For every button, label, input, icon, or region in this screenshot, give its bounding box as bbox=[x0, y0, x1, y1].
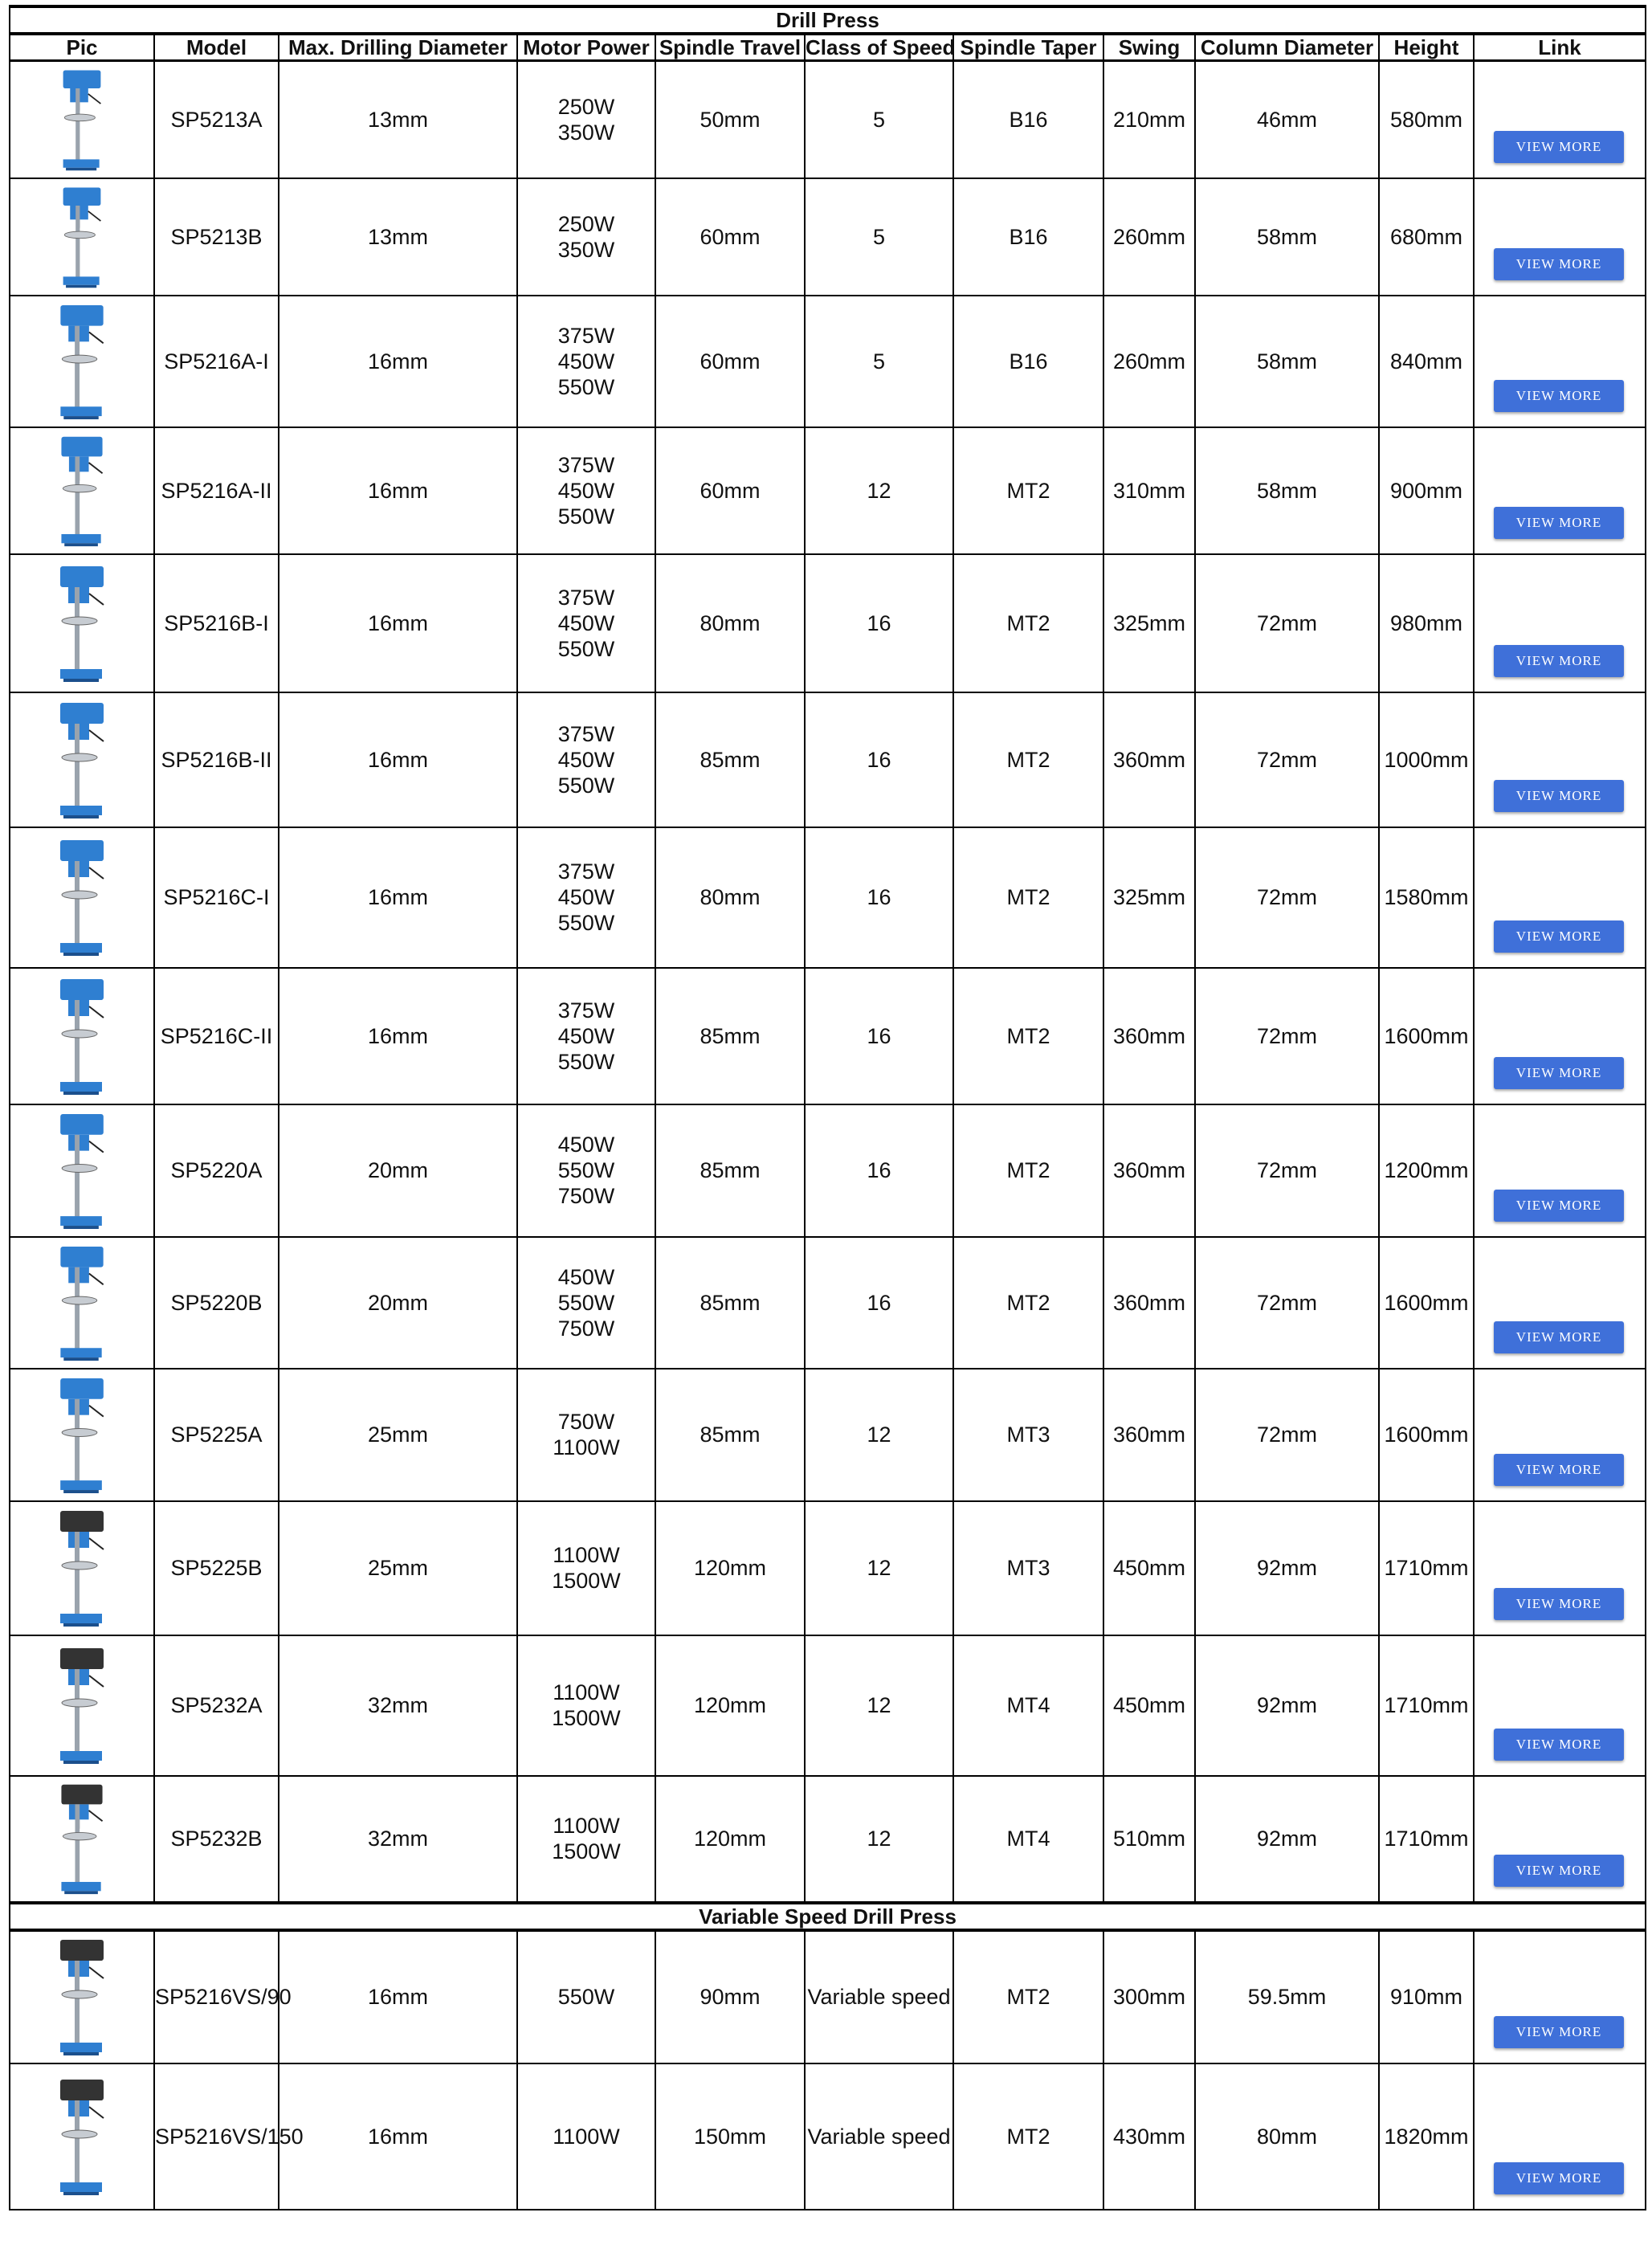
spindle-taper-cell: MT4 bbox=[953, 1776, 1103, 1903]
table-row bbox=[10, 1930, 1646, 2063]
view-more-button[interactable]: VIEW MORE bbox=[1494, 2162, 1624, 2194]
column-diameter-cell: 72mm bbox=[1195, 1237, 1379, 1369]
motor-power-cell bbox=[517, 1501, 655, 1635]
table-row bbox=[10, 1501, 1646, 1635]
drill-press-icon bbox=[46, 700, 118, 820]
height-cell: 1580mm bbox=[1379, 827, 1474, 968]
diameter-cell: 20mm bbox=[279, 1237, 517, 1369]
spindle-taper-cell: MT2 bbox=[953, 554, 1103, 692]
height-cell: 980mm bbox=[1379, 554, 1474, 692]
height-cell: 1200mm bbox=[1379, 1104, 1474, 1237]
spindle-travel-cell: 90mm bbox=[655, 1930, 805, 2063]
motor-power-value: 450W bbox=[557, 349, 615, 374]
model-cell: SP5216B-I bbox=[154, 554, 279, 692]
column-diameter-cell: 59.5mm bbox=[1195, 1930, 1379, 2063]
swing-cell: 450mm bbox=[1103, 1501, 1195, 1635]
motor-power-value: 1100W bbox=[553, 1814, 620, 1838]
height-cell: 1820mm bbox=[1379, 2063, 1474, 2210]
height-cell: 680mm bbox=[1379, 178, 1474, 296]
spindle-travel-cell: 120mm bbox=[655, 1635, 805, 1776]
spindle-travel-cell: 60mm bbox=[655, 427, 805, 554]
motor-power-value: 550W bbox=[557, 374, 615, 399]
product-image[interactable] bbox=[10, 2063, 154, 2210]
diameter-cell: 25mm bbox=[279, 1369, 517, 1501]
swing-cell: 360mm bbox=[1103, 1369, 1195, 1501]
table-row bbox=[10, 2063, 1646, 2210]
column-header-row bbox=[10, 34, 1646, 61]
product-image[interactable] bbox=[10, 427, 154, 554]
spindle-travel-cell: 120mm bbox=[655, 1501, 805, 1635]
spindle-travel-cell: 150mm bbox=[655, 2063, 805, 2210]
diameter-cell: 16mm bbox=[279, 296, 517, 427]
class-of-speed-cell: 12 bbox=[805, 1776, 953, 1903]
swing-cell: 210mm bbox=[1103, 61, 1195, 178]
model-cell: SP5216B-II bbox=[154, 692, 279, 827]
height-cell: 1710mm bbox=[1379, 1776, 1474, 1903]
spindle-travel-cell: 60mm bbox=[655, 296, 805, 427]
motor-power-value: 450W bbox=[557, 1023, 615, 1048]
view-more-button[interactable]: VIEW MORE bbox=[1494, 507, 1624, 539]
motor-power-cell bbox=[517, 968, 655, 1104]
model-cell: SP5220A bbox=[154, 1104, 279, 1237]
model-cell: SP5232A bbox=[154, 1635, 279, 1776]
table-row bbox=[10, 427, 1646, 554]
motor-power-cell bbox=[517, 1635, 655, 1776]
motor-power-value: 550W bbox=[557, 911, 615, 935]
spindle-taper-cell: B16 bbox=[953, 178, 1103, 296]
spindle-travel-cell: 60mm bbox=[655, 178, 805, 296]
class-of-speed-cell: 16 bbox=[805, 1104, 953, 1237]
link-cell bbox=[1474, 61, 1646, 178]
motor-power-value: 350W bbox=[557, 120, 615, 145]
swing-cell: 325mm bbox=[1103, 554, 1195, 692]
drill-press-icon bbox=[46, 1937, 118, 2057]
model-cell: SP5216A-II bbox=[154, 427, 279, 554]
column-diameter-cell: 72mm bbox=[1195, 827, 1379, 968]
col-link: Link bbox=[1474, 34, 1646, 61]
motor-power-value: 250W bbox=[557, 94, 615, 119]
link-cell bbox=[1474, 2063, 1646, 2210]
link-cell bbox=[1474, 554, 1646, 692]
swing-cell: 360mm bbox=[1103, 968, 1195, 1104]
drill-press-icon bbox=[46, 1111, 118, 1231]
motor-power-value: 750W bbox=[557, 1316, 615, 1341]
spec-table bbox=[9, 5, 1646, 2210]
table-row bbox=[10, 1776, 1646, 1903]
view-more-button[interactable]: VIEW MORE bbox=[1494, 920, 1624, 953]
view-more-button[interactable]: VIEW MORE bbox=[1494, 248, 1624, 280]
diameter-cell: 13mm bbox=[279, 178, 517, 296]
height-cell: 1710mm bbox=[1379, 1635, 1474, 1776]
motor-power-value: 450W bbox=[557, 478, 615, 503]
table-row bbox=[10, 827, 1646, 968]
model-cell: SP5216C-I bbox=[154, 827, 279, 968]
product-image[interactable] bbox=[10, 61, 154, 178]
motor-power-cell bbox=[517, 1930, 655, 2063]
drill-press-icon bbox=[46, 1645, 118, 1765]
swing-cell: 310mm bbox=[1103, 427, 1195, 554]
column-diameter-cell: 46mm bbox=[1195, 61, 1379, 178]
model-cell: SP5220B bbox=[154, 1237, 279, 1369]
spindle-taper-cell: MT3 bbox=[953, 1369, 1103, 1501]
link-cell bbox=[1474, 1501, 1646, 1635]
model-cell: SP5216C-II bbox=[154, 968, 279, 1104]
class-of-speed-cell: 5 bbox=[805, 296, 953, 427]
column-diameter-cell: 72mm bbox=[1195, 968, 1379, 1104]
motor-power-value: 1500W bbox=[552, 1706, 621, 1730]
swing-cell: 430mm bbox=[1103, 2063, 1195, 2210]
motor-power-value: 375W bbox=[557, 323, 615, 348]
swing-cell: 360mm bbox=[1103, 692, 1195, 827]
motor-power-value: 250W bbox=[557, 211, 615, 236]
drill-press-icon bbox=[46, 837, 118, 957]
view-more-button[interactable]: VIEW MORE bbox=[1494, 645, 1624, 677]
motor-power-value: 375W bbox=[557, 721, 615, 746]
product-image[interactable] bbox=[10, 1501, 154, 1635]
view-more-button[interactable]: VIEW MORE bbox=[1494, 1321, 1624, 1353]
product-image[interactable] bbox=[10, 178, 154, 296]
motor-power-cell bbox=[517, 1776, 655, 1903]
spindle-travel-cell: 85mm bbox=[655, 692, 805, 827]
col-pic: Pic bbox=[10, 34, 154, 61]
col-spindle-travel: Spindle Travel bbox=[655, 34, 805, 61]
model-cell: SP5216VS/150 bbox=[154, 2063, 279, 2210]
height-cell: 1710mm bbox=[1379, 1501, 1474, 1635]
view-more-button[interactable]: VIEW MORE bbox=[1494, 1454, 1624, 1486]
motor-power-value: 550W bbox=[557, 1158, 615, 1182]
link-cell bbox=[1474, 827, 1646, 968]
table-row bbox=[10, 1635, 1646, 1776]
motor-power-value: 550W bbox=[557, 1049, 615, 1074]
product-image[interactable] bbox=[10, 1237, 154, 1369]
col-motor-power: Motor Power bbox=[517, 34, 655, 61]
height-cell: 900mm bbox=[1379, 427, 1474, 554]
link-cell bbox=[1474, 1930, 1646, 2063]
spindle-travel-cell: 120mm bbox=[655, 1776, 805, 1903]
column-diameter-cell: 92mm bbox=[1195, 1776, 1379, 1903]
class-of-speed-cell: 16 bbox=[805, 554, 953, 692]
column-diameter-cell: 80mm bbox=[1195, 2063, 1379, 2210]
spindle-travel-cell: 50mm bbox=[655, 61, 805, 178]
link-cell bbox=[1474, 296, 1646, 427]
column-diameter-cell: 92mm bbox=[1195, 1501, 1379, 1635]
motor-power-cell bbox=[517, 1369, 655, 1501]
motor-power-cell bbox=[517, 1237, 655, 1369]
spindle-taper-cell: MT2 bbox=[953, 968, 1103, 1104]
motor-power-value: 550W bbox=[557, 636, 615, 661]
spindle-travel-cell: 85mm bbox=[655, 1237, 805, 1369]
spindle-travel-cell: 85mm bbox=[655, 1369, 805, 1501]
motor-power-value: 1100W bbox=[553, 1680, 620, 1704]
model-cell: SP5213B bbox=[154, 178, 279, 296]
spindle-taper-cell: MT3 bbox=[953, 1501, 1103, 1635]
link-cell bbox=[1474, 1776, 1646, 1903]
model-cell: SP5216VS/90 bbox=[154, 1930, 279, 2063]
swing-cell: 260mm bbox=[1103, 296, 1195, 427]
motor-power-value: 350W bbox=[557, 237, 615, 262]
drill-press-icon bbox=[46, 1782, 118, 1896]
model-cell: SP5216A-I bbox=[154, 296, 279, 427]
drill-press-icon bbox=[46, 1508, 118, 1628]
view-more-button[interactable]: VIEW MORE bbox=[1494, 780, 1624, 812]
model-cell: SP5213A bbox=[154, 61, 279, 178]
diameter-cell: 25mm bbox=[279, 1501, 517, 1635]
motor-power-value: 550W bbox=[557, 1290, 615, 1315]
spindle-taper-cell: MT2 bbox=[953, 2063, 1103, 2210]
class-of-speed-cell: Variable speed bbox=[805, 1930, 953, 2063]
motor-power-cell bbox=[517, 178, 655, 296]
column-diameter-cell: 58mm bbox=[1195, 427, 1379, 554]
motor-power-value: 550W bbox=[557, 773, 615, 798]
motor-power-cell bbox=[517, 427, 655, 554]
motor-power-value: 375W bbox=[557, 585, 615, 610]
table-row bbox=[10, 554, 1646, 692]
motor-power-value: 1100W bbox=[553, 2124, 620, 2149]
col-class-of-speed: Class of Speed bbox=[806, 35, 956, 59]
class-of-speed-cell: 5 bbox=[805, 61, 953, 178]
motor-power-value: 1100W bbox=[553, 1435, 620, 1459]
motor-power-value: 550W bbox=[557, 504, 615, 529]
motor-power-value: 1100W bbox=[553, 1543, 620, 1567]
class-of-speed-cell: 12 bbox=[805, 1501, 953, 1635]
spindle-taper-cell: B16 bbox=[953, 296, 1103, 427]
col-column-diameter: Column Diameter bbox=[1195, 34, 1379, 61]
class-of-speed-cell: 5 bbox=[805, 178, 953, 296]
col-max-drilling-diameter: Max. Drilling Diameter bbox=[279, 34, 517, 61]
col-spindle-taper: Spindle Taper bbox=[953, 34, 1103, 61]
motor-power-value: 450W bbox=[557, 610, 615, 635]
diameter-cell: 13mm bbox=[279, 61, 517, 178]
view-more-button[interactable]: VIEW MORE bbox=[1494, 1729, 1624, 1761]
view-more-button[interactable]: VIEW MORE bbox=[1494, 1855, 1624, 1887]
link-cell bbox=[1474, 178, 1646, 296]
product-image[interactable] bbox=[10, 692, 154, 827]
drill-press-icon bbox=[46, 1375, 118, 1495]
spindle-taper-cell: MT2 bbox=[953, 1104, 1103, 1237]
height-cell: 840mm bbox=[1379, 296, 1474, 427]
motor-power-cell bbox=[517, 827, 655, 968]
product-image[interactable] bbox=[10, 1369, 154, 1501]
spindle-travel-cell: 85mm bbox=[655, 1104, 805, 1237]
table-row bbox=[10, 61, 1646, 178]
spindle-taper-cell: MT2 bbox=[953, 827, 1103, 968]
motor-power-cell bbox=[517, 296, 655, 427]
height-cell: 1000mm bbox=[1379, 692, 1474, 827]
product-image[interactable] bbox=[10, 1635, 154, 1776]
table-row bbox=[10, 968, 1646, 1104]
product-image[interactable] bbox=[10, 296, 154, 427]
height-cell: 1600mm bbox=[1379, 968, 1474, 1104]
column-diameter-cell: 72mm bbox=[1195, 692, 1379, 827]
link-cell bbox=[1474, 427, 1646, 554]
height-cell: 580mm bbox=[1379, 61, 1474, 178]
motor-power-value: 450W bbox=[557, 1264, 615, 1289]
class-of-speed-cell: 16 bbox=[805, 692, 953, 827]
section-variable-speed bbox=[10, 1903, 1646, 1930]
view-more-button[interactable]: VIEW MORE bbox=[1494, 1057, 1624, 1089]
drill-press-icon bbox=[46, 563, 118, 684]
motor-power-value: 375W bbox=[557, 859, 615, 884]
column-diameter-cell: 58mm bbox=[1195, 296, 1379, 427]
class-of-speed-cell: 16 bbox=[805, 968, 953, 1104]
model-cell: SP5232B bbox=[154, 1776, 279, 1903]
column-diameter-cell: 72mm bbox=[1195, 554, 1379, 692]
motor-power-cell bbox=[517, 692, 655, 827]
link-cell bbox=[1474, 1369, 1646, 1501]
diameter-cell: 20mm bbox=[279, 1104, 517, 1237]
col-model: Model bbox=[154, 34, 279, 61]
class-of-speed-cell: Variable speed bbox=[805, 2063, 953, 2210]
swing-cell: 300mm bbox=[1103, 1930, 1195, 2063]
motor-power-value: 450W bbox=[557, 1133, 615, 1157]
motor-power-value: 750W bbox=[557, 1184, 615, 1208]
spindle-taper-cell: MT2 bbox=[953, 692, 1103, 827]
motor-power-cell bbox=[517, 1104, 655, 1237]
motor-power-value: 1500W bbox=[552, 1839, 621, 1863]
model-cell: SP5225B bbox=[154, 1501, 279, 1635]
diameter-cell: 16mm bbox=[279, 692, 517, 827]
motor-power-cell bbox=[517, 61, 655, 178]
table-row bbox=[10, 178, 1646, 296]
motor-power-value: 1500W bbox=[552, 1569, 621, 1593]
view-more-button[interactable]: VIEW MORE bbox=[1494, 1190, 1624, 1222]
motor-power-cell bbox=[517, 554, 655, 692]
spindle-taper-cell: MT2 bbox=[953, 427, 1103, 554]
link-cell bbox=[1474, 1104, 1646, 1237]
class-of-speed-cell: 16 bbox=[805, 1237, 953, 1369]
view-more-button[interactable]: VIEW MORE bbox=[1494, 380, 1624, 412]
link-cell bbox=[1474, 692, 1646, 827]
swing-cell: 260mm bbox=[1103, 178, 1195, 296]
drill-press-icon bbox=[46, 1243, 118, 1362]
diameter-cell: 32mm bbox=[279, 1776, 517, 1903]
spindle-taper-cell: MT2 bbox=[953, 1237, 1103, 1369]
drill-press-icon bbox=[46, 434, 118, 548]
table-row bbox=[10, 692, 1646, 827]
height-cell: 1600mm bbox=[1379, 1237, 1474, 1369]
diameter-cell: 16mm bbox=[279, 554, 517, 692]
section-title: Variable Speed Drill Press bbox=[10, 1903, 1646, 1930]
product-image[interactable] bbox=[10, 554, 154, 692]
table-row bbox=[10, 296, 1646, 427]
drill-press-icon bbox=[46, 302, 118, 421]
view-more-button[interactable]: VIEW MORE bbox=[1494, 2016, 1624, 2048]
spindle-taper-cell: B16 bbox=[953, 61, 1103, 178]
motor-power-value: 450W bbox=[557, 885, 615, 909]
drill-press-icon bbox=[46, 185, 118, 289]
motor-power-cell bbox=[517, 2063, 655, 2210]
column-diameter-cell: 72mm bbox=[1195, 1369, 1379, 1501]
drill-press-icon bbox=[46, 2076, 118, 2197]
table-row bbox=[10, 1369, 1646, 1501]
class-of-speed-cell: 12 bbox=[805, 1369, 953, 1501]
motor-power-value: 375W bbox=[557, 452, 615, 477]
view-more-button[interactable]: VIEW MORE bbox=[1494, 131, 1624, 163]
motor-power-value: 450W bbox=[557, 747, 615, 772]
section-drill-press bbox=[10, 6, 1646, 34]
swing-cell: 360mm bbox=[1103, 1237, 1195, 1369]
diameter-cell: 16mm bbox=[279, 427, 517, 554]
height-cell: 1600mm bbox=[1379, 1369, 1474, 1501]
swing-cell: 325mm bbox=[1103, 827, 1195, 968]
height-cell: 910mm bbox=[1379, 1930, 1474, 2063]
product-image[interactable] bbox=[10, 827, 154, 968]
link-cell bbox=[1474, 1237, 1646, 1369]
table-row bbox=[10, 1237, 1646, 1369]
product-image[interactable] bbox=[10, 1930, 154, 2063]
drill-press-icon bbox=[46, 976, 118, 1096]
diameter-cell: 16mm bbox=[279, 827, 517, 968]
diameter-cell: 32mm bbox=[279, 1635, 517, 1776]
spindle-taper-cell: MT4 bbox=[953, 1635, 1103, 1776]
col-swing: Swing bbox=[1103, 34, 1195, 61]
class-of-speed-cell: 16 bbox=[805, 827, 953, 968]
section-title: Drill Press bbox=[10, 6, 1646, 34]
model-cell: SP5225A bbox=[154, 1369, 279, 1501]
class-of-speed-cell: 12 bbox=[805, 1635, 953, 1776]
spindle-travel-cell: 80mm bbox=[655, 827, 805, 968]
diameter-cell: 16mm bbox=[279, 1930, 517, 2063]
swing-cell: 450mm bbox=[1103, 1635, 1195, 1776]
diameter-cell: 16mm bbox=[279, 968, 517, 1104]
drill-press-icon bbox=[46, 67, 118, 172]
column-diameter-cell: 72mm bbox=[1195, 1104, 1379, 1237]
diameter-cell: 16mm bbox=[279, 2063, 517, 2210]
swing-cell: 510mm bbox=[1103, 1776, 1195, 1903]
link-cell bbox=[1474, 1635, 1646, 1776]
col-height: Height bbox=[1379, 34, 1474, 61]
table-row bbox=[10, 1104, 1646, 1237]
swing-cell: 360mm bbox=[1103, 1104, 1195, 1237]
motor-power-value: 375W bbox=[557, 998, 615, 1023]
spindle-taper-cell: MT2 bbox=[953, 1930, 1103, 2063]
view-more-button[interactable]: VIEW MORE bbox=[1494, 1588, 1624, 1620]
spindle-travel-cell: 85mm bbox=[655, 968, 805, 1104]
column-diameter-cell: 92mm bbox=[1195, 1635, 1379, 1776]
product-image[interactable] bbox=[10, 1104, 154, 1237]
spindle-travel-cell: 80mm bbox=[655, 554, 805, 692]
link-cell bbox=[1474, 968, 1646, 1104]
product-image[interactable] bbox=[10, 968, 154, 1104]
class-of-speed-cell: 12 bbox=[805, 427, 953, 554]
motor-power-value: 750W bbox=[557, 1410, 615, 1434]
column-diameter-cell: 58mm bbox=[1195, 178, 1379, 296]
motor-power-value: 550W bbox=[557, 1985, 615, 2009]
product-image[interactable] bbox=[10, 1776, 154, 1903]
